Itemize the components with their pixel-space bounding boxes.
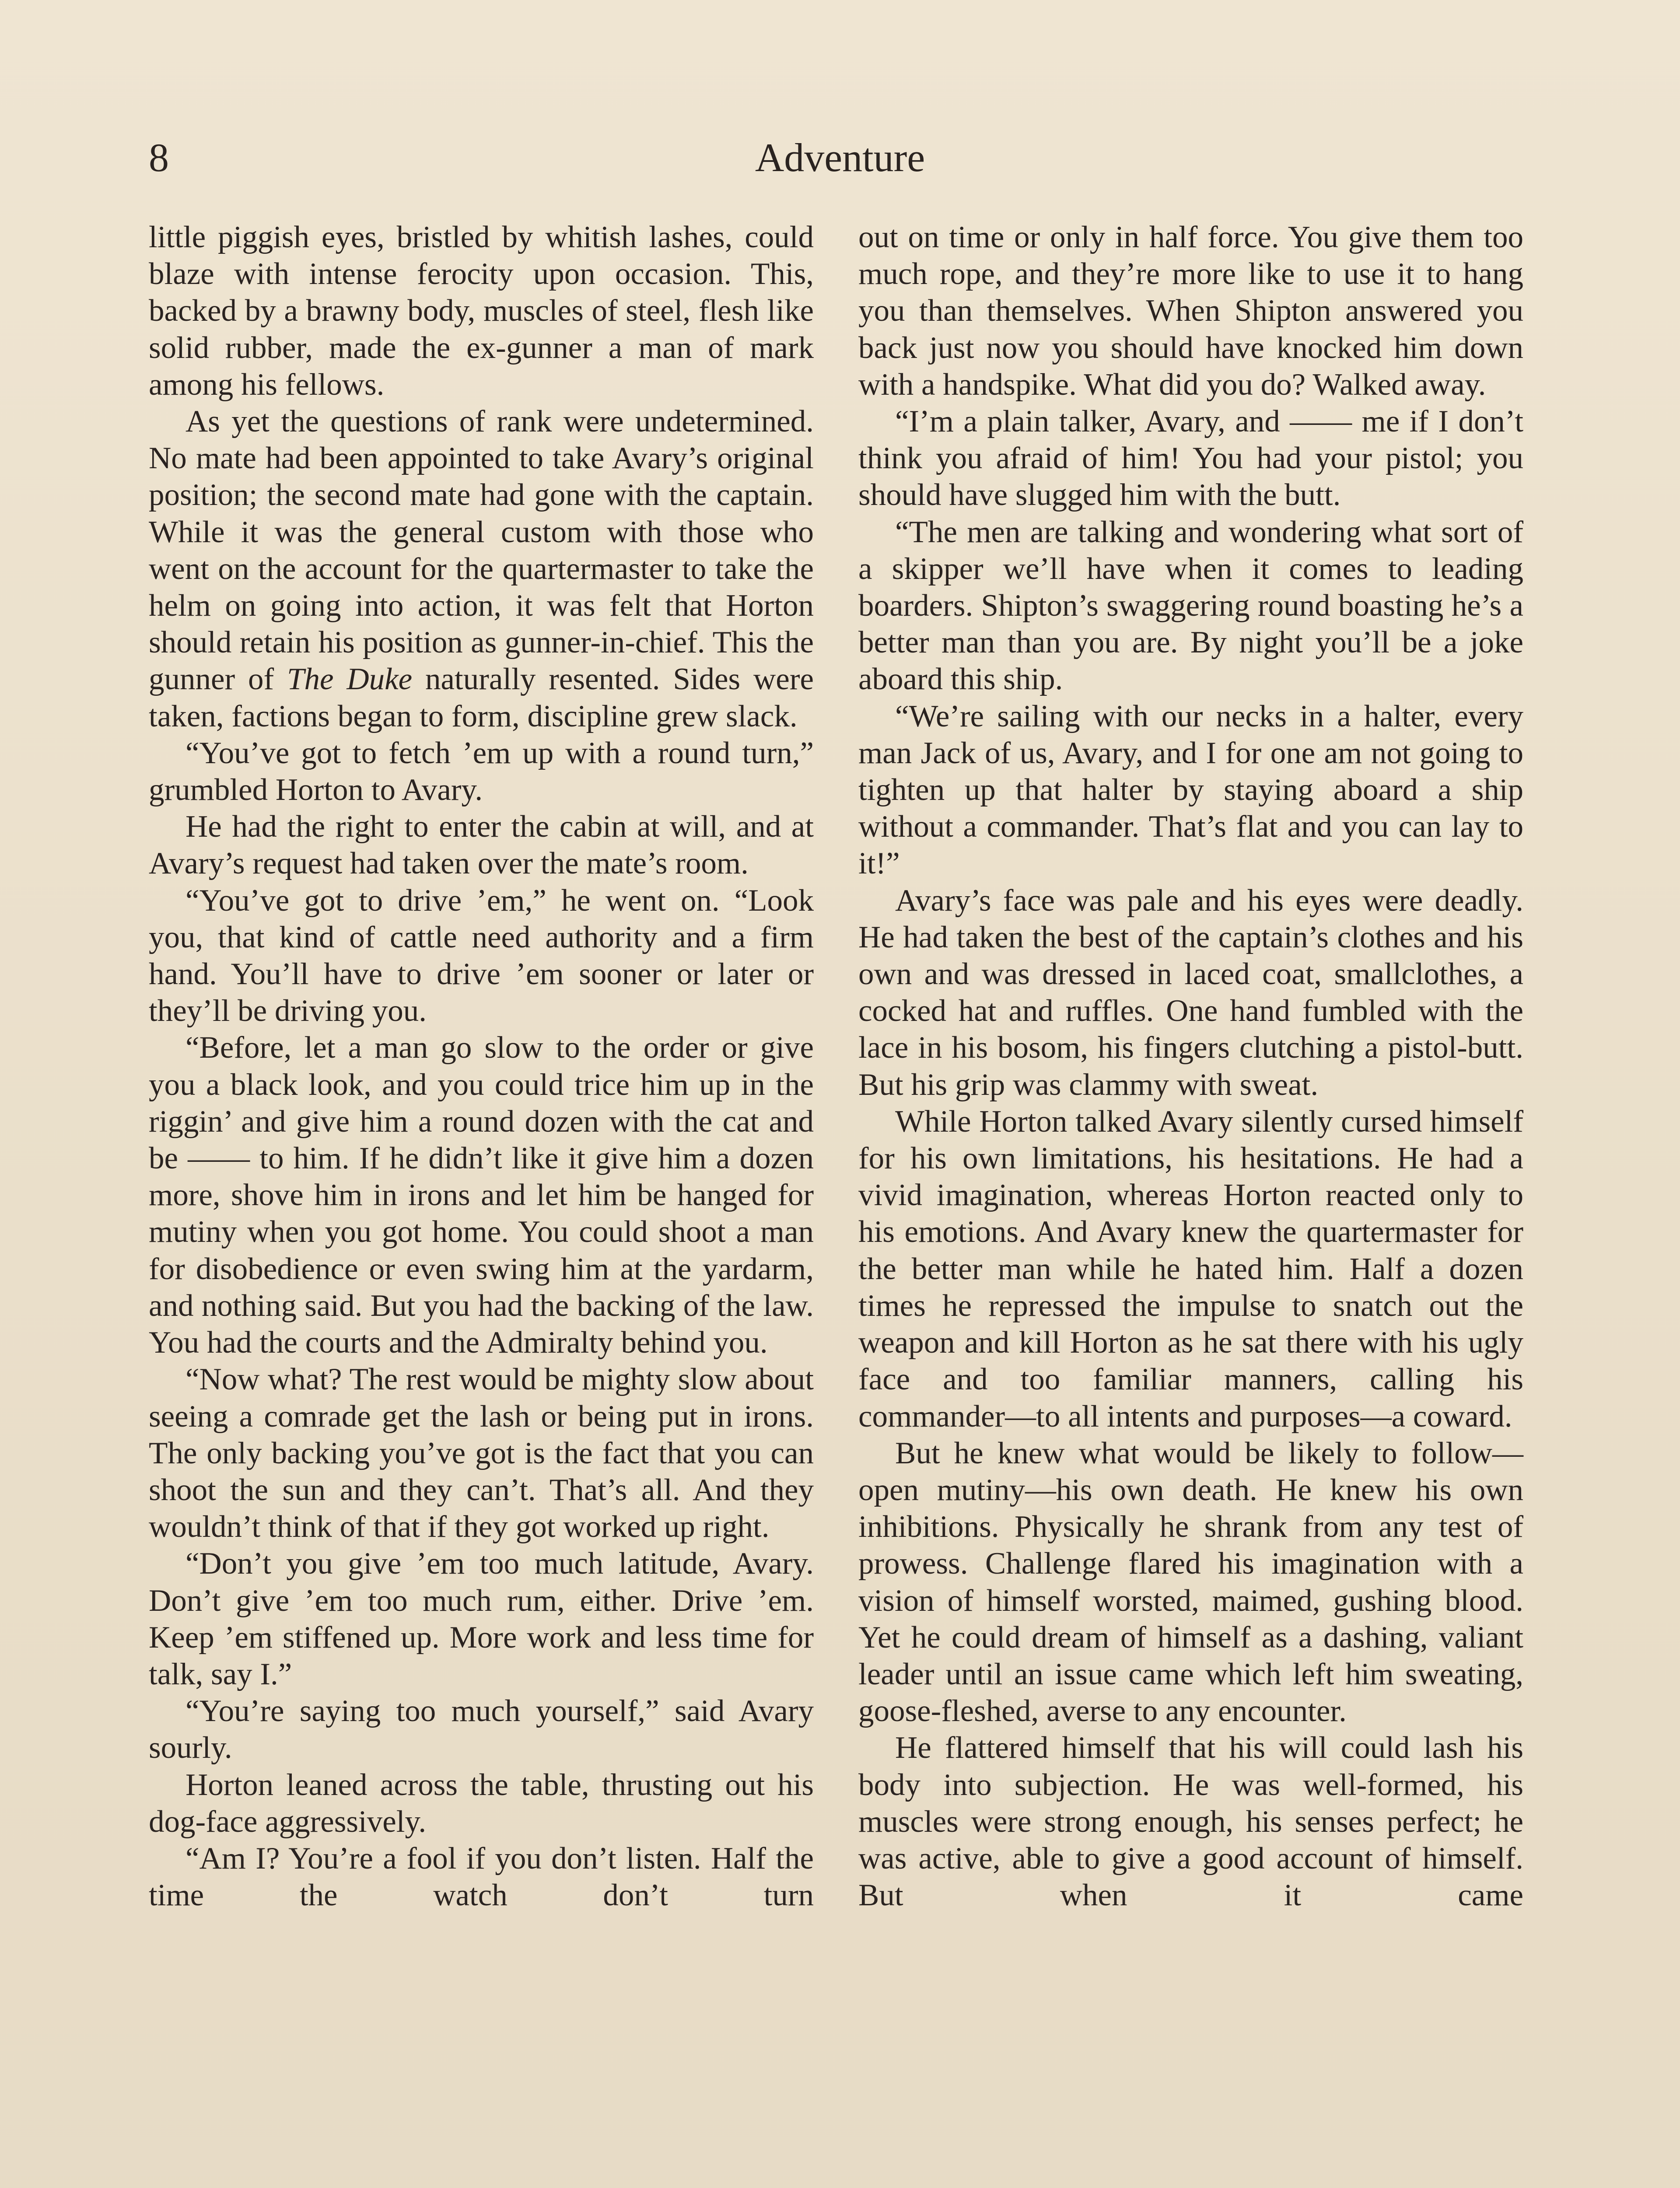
paragraph: “Am I? You’re a fool if you don’t listen. Half the time the watch don’t turn bbox=[149, 1841, 814, 1913]
paragraph: “You’ve got to fetch ’em up with a round turn,” grumbled Horton to Avary. bbox=[149, 736, 814, 807]
paragraph: little piggish eyes, bristled by whitish lashes, could blaze with intense ferocity upon occasion. This, backed by a brawny body, muscles of steel, flesh like solid rubber, made the ex-gunner a man of mark among his fellows. bbox=[149, 220, 814, 402]
paragraph: “We’re sailing with our necks in a halter, every man Jack of us, Avary, and I for one am not going to tighten up that halter by staying aboard a ship without a commander. That’s flat and you can lay to it!” bbox=[858, 699, 1523, 881]
paragraph: “Now what? The rest would be mighty slow about seeing a comrade get the lash or being put in irons. The only backing you’ve got is the fact that you can shoot the sun and they can’t. That’s all. And they wouldn’t think of that if they got worked up right. bbox=[149, 1362, 814, 1544]
paragraph: “The men are talking and wondering what sort of a skipper we’ll have when it comes to leading boarders. Shipton’s swaggering round boasting he’s a better man than you are. By night you’ll be a joke aboard this ship. bbox=[858, 515, 1523, 697]
paragraph-text: As yet the questions of rank were undetermined. No mate had been appointed to take Avary’s original position; the second mate had gone with the captain. While it was the general custom with those who went on the account for the quartermaster to take the helm on going into action, it was felt that Horton should retain his position as gunner-in-chief. This the gunner of bbox=[149, 404, 814, 697]
left-column bbox=[149, 219, 814, 1914]
paragraph: “I’m a plain talker, Avary, and —— me if I don’t think you afraid of him! You had your pistol; you should have slugged him with the butt. bbox=[858, 404, 1523, 512]
paragraph: out on time or only in half force. You give them too much rope, and they’re more like to use it to hang you than themselves. When Shipton answered you back just now you should have knocked him down with a handspike. What did you do? Walked away. bbox=[858, 220, 1523, 402]
paragraph: Avary’s face was pale and his eyes were deadly. He had taken the best of the captain’s clothes and his own and was dressed in laced coat, smallclothes, a cocked hat and ruffles. One hand fumbled with the lace in his bosom, his fingers clutching a pistol-butt. But his grip was clammy with sweat. bbox=[858, 883, 1523, 1102]
paragraph: He had the right to enter the cabin at will, and at Avary’s request had taken over the mate’s room. bbox=[149, 810, 814, 881]
paragraph: Horton leaned across the table, thrusting out his dog-face aggressively. bbox=[149, 1767, 814, 1839]
paragraph-text: naturally resented. Sides were taken, factions began to form, discipline grew slack. bbox=[149, 662, 814, 733]
ship-name: The Duke bbox=[287, 662, 413, 697]
right-column bbox=[858, 219, 1523, 1914]
paragraph: But he knew what would be likely to follow—open mutiny—his own death. He knew his own inhibitions. Physically he shrank from any test of prowess. Challenge flared his imagination with a vision of himself worsted, maimed, gushing blood. Yet he could dream of himself as a dashing, valiant leader until an issue came which left him sweating, goose-fleshed, averse to any encounter. bbox=[858, 1436, 1523, 1729]
page-header bbox=[149, 127, 1531, 188]
paragraph bbox=[149, 403, 814, 735]
paragraph: While Horton talked Avary silently cursed himself for his own limitations, his hesitations. He had a vivid imagination, whereas Horton reacted only to his emotions. And Avary knew the quartermaster for the better man while he hated him. Half a dozen times he repressed the impulse to snatch out the weapon and kill Horton as he sat there with his ugly face and too familiar manners, calling his commander—to all intents and purposes—a coward. bbox=[858, 1104, 1523, 1434]
running-head: Adventure bbox=[755, 135, 925, 180]
paragraph: “Don’t you give ’em too much latitude, Avary. Don’t give ’em too much rum, either. Drive ’em. Keep ’em stiffened up. More work and less time for talk, say I.” bbox=[149, 1546, 814, 1691]
paragraph: “You’ve got to drive ’em,” he went on. “Look you, that kind of cattle need authority and a firm hand. You’ll have to drive ’em sooner or later or they’ll be driving you. bbox=[149, 883, 814, 1028]
paragraph: He flattered himself that his will could lash his body into subjection. He was well-formed, his muscles were strong enough, his senses perfect; he was active, able to give a good account of himself. But when it came bbox=[858, 1731, 1523, 1913]
page-number: 8 bbox=[149, 135, 169, 180]
paragraph: “Before, let a man go slow to the order or give you a black look, and you could trice him up in the riggin’ and give him a round dozen with the cat and be —— to him. If he didn’t like it give him a dozen more, shove him in irons and let him be hanged for mutiny when you got home. You could shoot a man for disobedience or even swing him at the yardarm, and nothing said. But you had the backing of the law. You had the courts and the Admiralty behind you. bbox=[149, 1031, 814, 1360]
paragraph: “You’re saying too much yourself,” said Avary sourly. bbox=[149, 1694, 814, 1765]
